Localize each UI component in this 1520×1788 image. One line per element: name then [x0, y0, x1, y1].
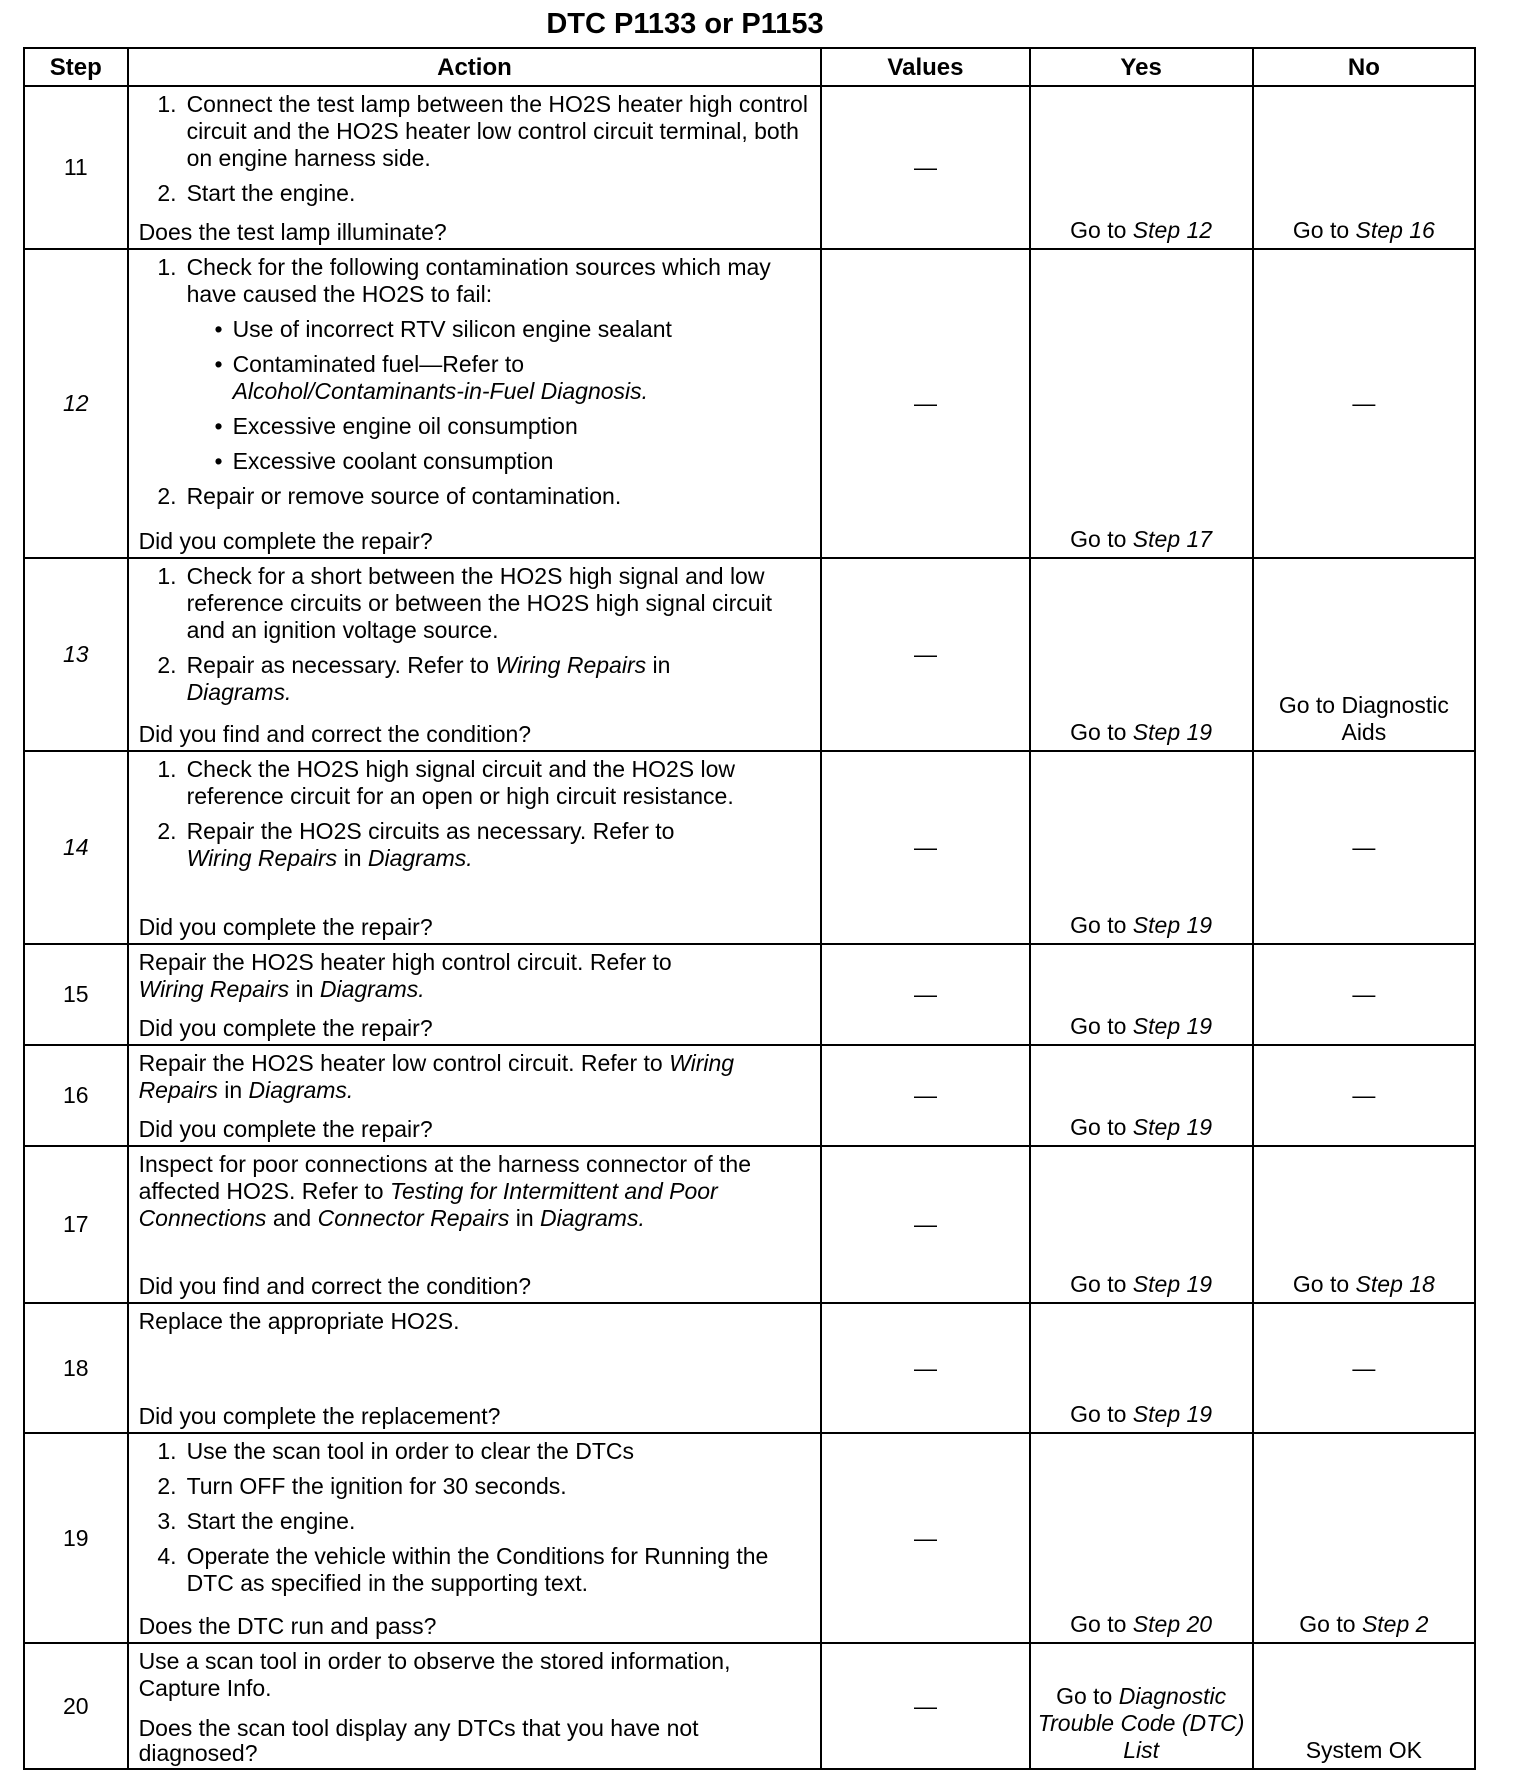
values-cell: — [821, 1146, 1029, 1303]
yes-cell: Go to Step 19 [1030, 1146, 1253, 1303]
header-step: Step [24, 48, 128, 86]
step-link: Step 19 [1132, 1401, 1213, 1427]
step-link: Step 19 [1132, 1013, 1213, 1039]
header-values: Values [821, 48, 1029, 86]
step-number: 19 [24, 1433, 128, 1643]
table-row [24, 944, 1475, 1045]
no-cell: Go to Step 2 [1253, 1433, 1475, 1643]
values-cell: — [821, 558, 1029, 751]
values-cell: — [821, 1643, 1029, 1769]
reference-link: Testing for Intermittent and Poor Connections [138, 1178, 718, 1231]
bullet-item: Contaminated fuel—Refer to [232, 351, 525, 377]
action-item: Start the engine. [186, 180, 356, 206]
values-cell: — [821, 249, 1029, 558]
action-item: Check for the following contamination sources which may have caused the HO2S to fail: [186, 254, 771, 307]
yes-cell: Go to Step 19 [1030, 944, 1253, 1045]
step-link: Step 12 [1132, 217, 1213, 243]
reference-link: Wiring Repairs [495, 652, 647, 678]
values-cell: — [821, 1045, 1029, 1146]
table-row [24, 86, 1475, 249]
header-action: Action [128, 48, 822, 86]
action-cell: Inspect for poor connections at the harness connector of the affected HO2S. Refer to Testing for Intermittent and Poor Connections and Connector Repairs in Diagrams. Did you find and correct the condition? [128, 1146, 822, 1303]
no-cell: Go to Step 18 [1253, 1146, 1475, 1303]
diagnostic-aids-link: Go to Diagnostic Aids [1278, 692, 1449, 745]
action-question: Does the test lamp illuminate? [138, 219, 447, 245]
reference-link: Wiring Repairs [138, 1050, 735, 1103]
reference-link: Alcohol/Contaminants-in-Fuel Diagnosis. [232, 378, 649, 404]
yes-cell: Go to Step 12 [1030, 86, 1253, 249]
step-number: 18 [24, 1303, 128, 1433]
yes-cell: Go to Step 19 [1030, 558, 1253, 751]
header-yes: Yes [1030, 48, 1253, 86]
action-cell: 1. Check the HO2S high signal circuit and the HO2S low reference circuit for an open or high circuit resistance. 2. Repair the HO2S circuits as necessary. Refer to Wiring Repairs in Diagrams. Did you complete the repair? [128, 751, 822, 944]
no-cell: — [1253, 944, 1475, 1045]
table-row [24, 1146, 1475, 1303]
yes-cell: Go to Step 19 [1030, 1045, 1253, 1146]
action-item: Turn OFF the ignition for 30 seconds. [186, 1473, 567, 1499]
step-link: Step 17 [1132, 526, 1213, 552]
no-cell: — [1253, 1303, 1475, 1433]
bullet-item: Excessive coolant consumption [232, 448, 554, 474]
table-row [24, 558, 1475, 751]
action-item: Operate the vehicle within the Conditions for Running the DTC as specified in the supporting text. [186, 1543, 769, 1596]
step-link: Step 18 [1355, 1271, 1435, 1297]
table-row [24, 1303, 1475, 1433]
yes-cell: Go to Step 19 [1030, 1303, 1253, 1433]
reference-link: Diagrams. [540, 1205, 645, 1231]
reference-link: Wiring Repairs [186, 845, 338, 871]
action-question: Did you complete the repair? [138, 914, 433, 940]
action-cell: 1. Use the scan tool in order to clear the DTCs 2. Turn OFF the ignition for 30 seconds. 3. Start the engine. 4. Operate the vehicle within the Conditions for Running the DTC as specified in the supporting text. Does the DTC run and pass? [128, 1433, 822, 1643]
values-cell: — [821, 86, 1029, 249]
diagnostic-table [23, 47, 1476, 1770]
step-link: Step 2 [1361, 1611, 1429, 1637]
table-row [24, 751, 1475, 944]
action-cell [128, 1303, 822, 1433]
values-cell: — [821, 1433, 1029, 1643]
no-cell: Go to Step 16 [1253, 86, 1475, 249]
no-cell: — [1253, 1045, 1475, 1146]
action-question: Did you complete the repair? [138, 1116, 433, 1142]
no-cell [1253, 558, 1475, 751]
yes-cell: Go to Step 20 [1030, 1433, 1253, 1643]
action-item: Connect the test lamp between the HO2S heater high control circuit and the HO2S heater low control circuit terminal, both on engine harness side. [186, 91, 808, 171]
reference-link: Diagrams. [367, 845, 473, 871]
action-question: Did you complete the repair? [138, 1015, 433, 1041]
reference-link: Connector Repairs [317, 1205, 510, 1231]
step-link: Step 20 [1132, 1611, 1213, 1637]
action-item: Check for a short between the HO2S high signal and low reference circuits or between the HO2S high signal circuit and an ignition voltage source. [186, 563, 773, 643]
step-number: 15 [24, 944, 128, 1045]
values-cell: — [821, 944, 1029, 1045]
values-cell: — [821, 751, 1029, 944]
step-link: Step 19 [1132, 719, 1213, 745]
no-cell: — [1253, 751, 1475, 944]
header-row [24, 48, 1475, 86]
step-number: 16 [24, 1045, 128, 1146]
yes-cell: Go to Diagnostic Trouble Code (DTC) List [1030, 1643, 1253, 1769]
step-number: 11 [24, 86, 128, 249]
step-link: Step 19 [1132, 912, 1213, 938]
action-cell: 1. Check for the following contamination sources which may have caused the HO2S to fail: • Use of incorrect RTV silicon engine sealant • Contaminated fuel—Refer to Alcohol/Contaminants-in-Fuel Diagnosis. • Excessive engine oil consumption • Excessive coolant consumption 2. Repair or remove source of contamination. Did you complete the repair? [128, 249, 822, 558]
reference-link: Diagrams. [319, 976, 425, 1002]
action-item: Use the scan tool in order to clear the DTCs [186, 1438, 634, 1464]
reference-link: Diagrams. [248, 1077, 354, 1103]
no-cell: — [1253, 249, 1475, 558]
step-link: Step 19 [1132, 1271, 1213, 1297]
action-question: Does the DTC run and pass? [138, 1613, 437, 1639]
action-cell: Repair the HO2S heater high control circuit. Refer to Wiring Repairs in Diagrams. Did you complete the repair? [128, 944, 822, 1045]
step-number: 12 [24, 249, 128, 558]
action-question: Does the scan tool display any DTCs that you have not diagnosed? [138, 1715, 699, 1766]
header-no: No [1253, 48, 1475, 86]
action-question: Did you find and correct the condition? [138, 1273, 532, 1299]
page-title: DTC P1133 or P1153 [546, 8, 824, 40]
step-link: Step 16 [1355, 217, 1435, 243]
action-item: Start the engine. [186, 1508, 356, 1534]
action-text: Use a scan tool in order to observe the stored information, Capture Info. [138, 1648, 731, 1701]
table-row [24, 1045, 1475, 1146]
action-cell [128, 1643, 822, 1769]
action-cell: Repair the HO2S heater low control circuit. Refer to Wiring Repairs in Diagrams. Did you complete the repair? [128, 1045, 822, 1146]
step-number: 20 [24, 1643, 128, 1769]
table-row [24, 1643, 1475, 1769]
step-link: Step 19 [1132, 1114, 1213, 1140]
values-cell: — [821, 1303, 1029, 1433]
dtc-list-link: Diagnostic Trouble Code (DTC) List [1037, 1683, 1245, 1763]
action-text: Replace the appropriate HO2S. [138, 1308, 460, 1334]
action-question: Did you complete the replacement? [138, 1403, 501, 1429]
action-item: Check the HO2S high signal circuit and the HO2S low reference circuit for an open or high circuit resistance. [186, 756, 736, 809]
table-row [24, 249, 1475, 558]
step-number: 14 [24, 751, 128, 944]
yes-cell: Go to Step 19 [1030, 751, 1253, 944]
step-number: 13 [24, 558, 128, 751]
step-number: 17 [24, 1146, 128, 1303]
table-row [24, 1433, 1475, 1643]
bullet-item: Excessive engine oil consumption [232, 413, 578, 439]
action-cell: 1. Connect the test lamp between the HO2S heater high control circuit and the HO2S heater low control circuit terminal, both on engine harness side. 2. Start the engine. Does the test lamp illuminate? [128, 86, 822, 249]
yes-cell: Go to Step 17 [1030, 249, 1253, 558]
action-item: Repair or remove source of contamination. [186, 483, 622, 509]
bullet-item: Use of incorrect RTV silicon engine sealant [232, 316, 672, 342]
no-cell: System OK [1253, 1643, 1475, 1769]
action-question: Did you complete the repair? [138, 528, 433, 554]
action-question: Did you find and correct the condition? [138, 721, 532, 747]
reference-link: Diagrams. [186, 679, 292, 705]
reference-link: Wiring Repairs [138, 976, 290, 1002]
action-cell: 1. Check for a short between the HO2S high signal and low reference circuits or between the HO2S high signal circuit and an ignition voltage source. 2. Repair as necessary. Refer to Wiring Repairs in Diagrams. Did you find and correct the condition? [128, 558, 822, 751]
